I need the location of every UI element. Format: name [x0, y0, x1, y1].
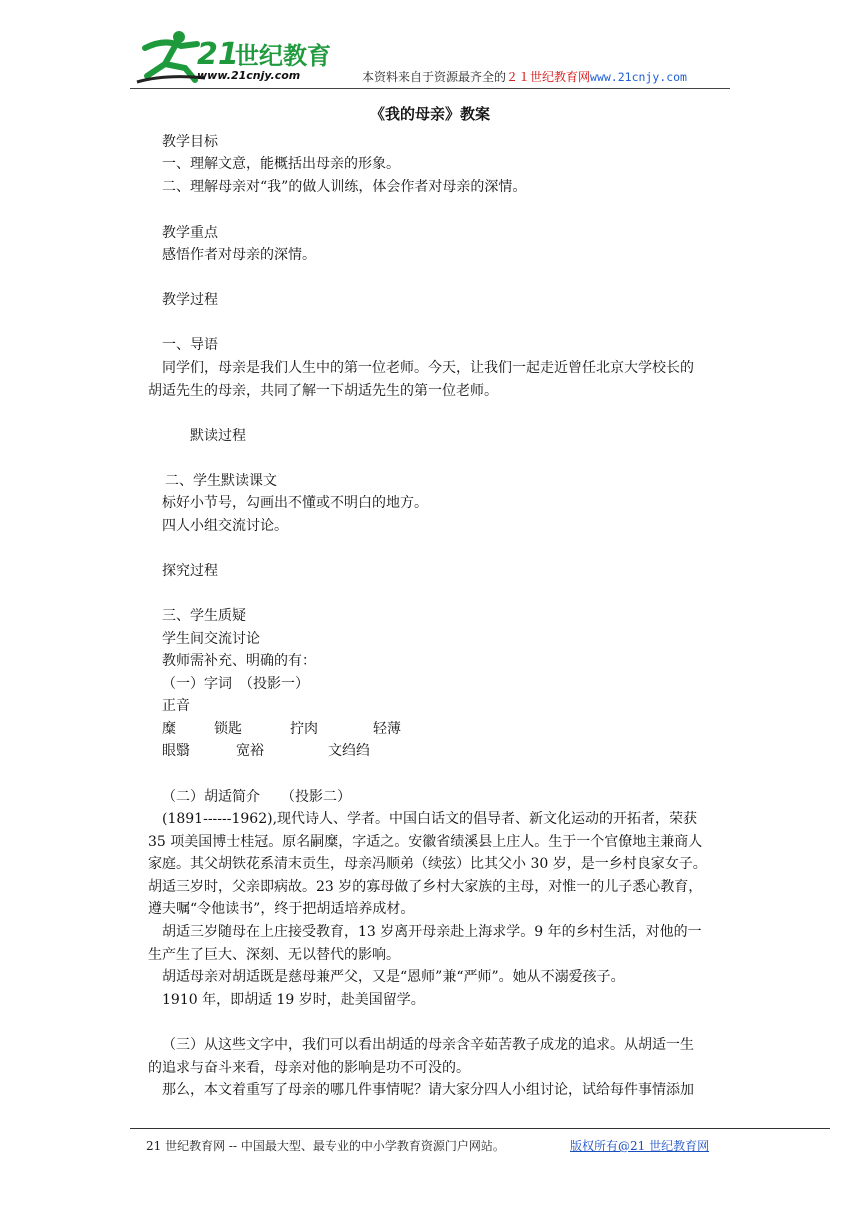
header-note-site: ２１世纪教育网 [506, 70, 591, 84]
section-heading: 探究过程 [162, 563, 218, 579]
footer-copyright-link[interactable]: 版权所有@21 世纪教育网 [570, 1139, 710, 1153]
footer-description: 21 世纪教育网 -- 中国最大型、最专业的中小学教育资源门户网站。 [146, 1139, 505, 1153]
vocab-word: 文绉绉 [328, 743, 370, 759]
paragraph-line: 胡适三岁随母在上庄接受教育，13 岁离开母亲赴上海求学。9 年的乡村生活，对他的一 [162, 924, 702, 940]
section-heading: 默读过程 [190, 428, 246, 444]
paragraph-line: 胡适母亲对胡适既是慈母兼严父，又是“恩师”兼“严师”。她从不溺爱孩子。 [162, 969, 625, 985]
vocab-word: 拧肉 [290, 721, 318, 737]
vocab-word: 锁匙 [214, 721, 242, 737]
paragraph-line: 胡适三岁时，父亲即病故。23 岁的寡母做了乡村大家族的主母，对惟一的儿子悉心教育， [148, 879, 703, 895]
paragraph-line: 一、理解文意，能概括出母亲的形象。 [162, 156, 400, 172]
vocab-word: 眼翳 [162, 743, 190, 759]
paragraph-line: 标好小节号，勾画出不懂或不明白的地方。 [162, 495, 428, 511]
logo-url: www.21cnjy.com [197, 69, 301, 82]
paragraph-line: 遵夫嘱“令他读书”，终于把胡适培养成材。 [148, 901, 415, 917]
section-heading: 教学过程 [162, 292, 218, 308]
section-heading: 教学重点 [162, 225, 218, 241]
running-figure-icon [137, 31, 205, 82]
paragraph-line: (1891------1962),现代诗人、学者。中国白话文的倡导者、新文化运动的开拓者，荣获 [162, 811, 698, 827]
vocab-word: 宽裕 [236, 743, 264, 759]
paragraph-line: 35 项美国博士桂冠。原名嗣糜，字适之。安徽省绩溪县上庄人。生于一个官僚地主兼商人 [148, 834, 703, 850]
header-note-url[interactable]: www.21cnjy.com [590, 70, 687, 84]
section-heading: 一、导语 [162, 337, 218, 353]
header-note-prefix: 本资料来自于资源最齐全的 [362, 70, 507, 84]
paragraph-line: 的追求与奋斗来看，母亲对他的影响是功不可没的。 [148, 1060, 470, 1076]
logo-brand: 世纪教育 [235, 42, 331, 70]
paragraph-line: 胡适先生的母亲，共同了解一下胡适先生的第一位老师。 [148, 383, 498, 399]
paragraph-line: 家庭。其父胡铁花系清末贡生，母亲冯顺弟（续弦）比其父小 30 岁，是一乡村良家女子。 [148, 856, 707, 872]
paragraph-line: 同学们，母亲是我们人生中的第一位老师。今天，让我们一起走近曾任北京大学校长的 [162, 360, 694, 376]
paragraph-line: 教师需补充、明确的有： [162, 653, 316, 669]
paragraph-line: 学生间交流讨论 [162, 631, 260, 647]
logo-number: 21 [197, 37, 239, 72]
footer-divider [130, 1128, 830, 1129]
paragraph-line: 四人小组交流讨论。 [162, 518, 288, 534]
header-divider [130, 88, 730, 89]
vocab-word: 轻薄 [373, 721, 401, 737]
section-heading: 二、学生默读课文 [165, 473, 277, 489]
page-header [0, 0, 860, 100]
paragraph-line: （一）字词 （投影一） [162, 676, 309, 692]
paragraph-line: 感悟作者对母亲的深情。 [162, 247, 316, 263]
paragraph-line: （三）从这些文字中，我们可以看出胡适的母亲含辛茹苦教子成龙的追求。从胡适一生 [162, 1037, 694, 1053]
section-heading: 教学目标 [162, 134, 218, 150]
paragraph-line: 二、理解母亲对“我”的做人训练，体会作者对母亲的深情。 [162, 179, 527, 195]
logo-21cnjy [135, 24, 335, 86]
header-source-note [362, 68, 687, 85]
section-heading: （二）胡适简介 （投影二） [162, 789, 351, 805]
paragraph-line: 那么，本文着重写了母亲的哪几件事情呢？请大家分四人小组讨论，试给每件事情添加 [162, 1082, 694, 1098]
vocab-word: 糜 [162, 721, 176, 737]
section-heading: 三、学生质疑 [162, 608, 246, 624]
paragraph-line: 正音 [162, 698, 190, 714]
document-title: 《我的母亲》教案 [369, 105, 490, 123]
paragraph-line: 1910 年，即胡适 19 岁时，赴美国留学。 [162, 992, 425, 1008]
paragraph-line: 生产生了巨大、深刻、无以替代的影响。 [148, 947, 400, 963]
